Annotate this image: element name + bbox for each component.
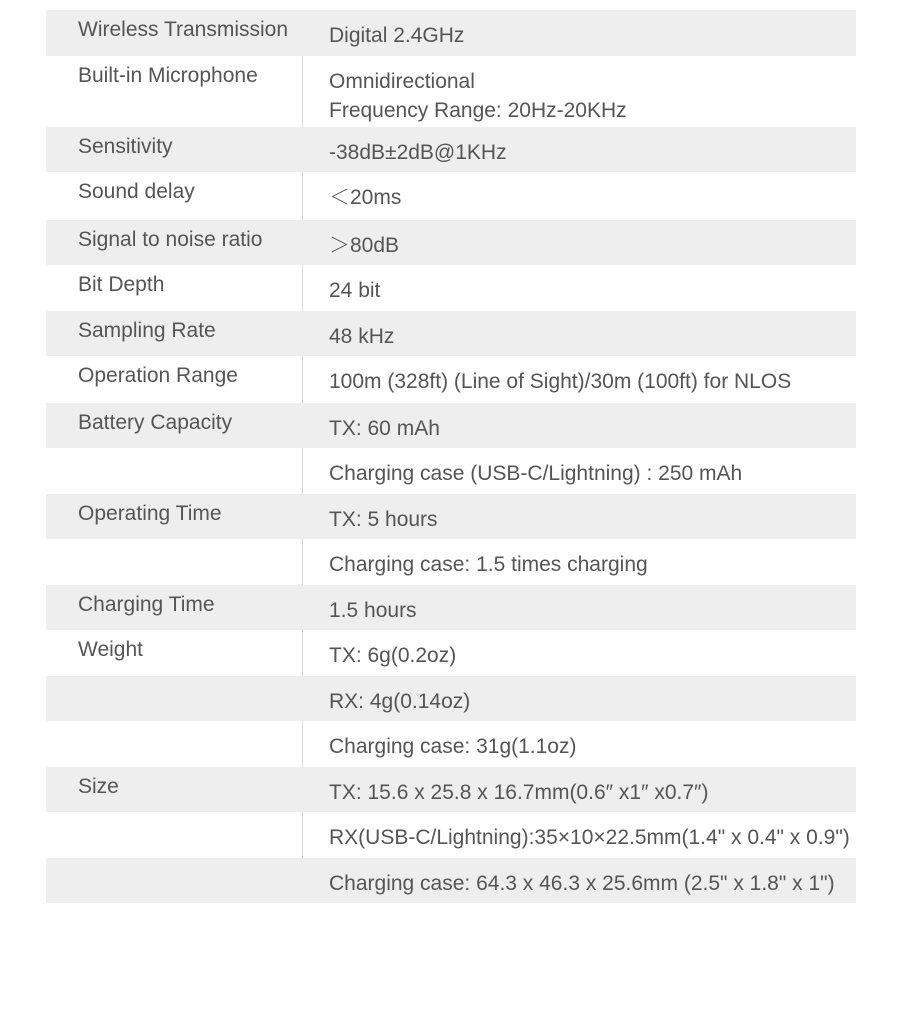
spec-value xyxy=(302,403,856,448)
spec-value-line: Digital 2.4GHz xyxy=(329,24,465,47)
spec-value xyxy=(302,585,856,630)
spec-row-weight-rx xyxy=(46,676,856,721)
spec-value xyxy=(302,494,856,539)
spec-label: Sensitivity xyxy=(78,135,173,158)
spec-row-battery-capacity xyxy=(46,403,856,448)
spec-value-line: Omnidirectional xyxy=(329,70,475,93)
spec-value-line: TX: 5 hours xyxy=(329,508,438,531)
spec-row-bit-depth xyxy=(46,265,856,311)
spec-value xyxy=(302,676,856,721)
spec-label: Charging Time xyxy=(78,593,215,616)
spec-label: Sound delay xyxy=(78,180,195,203)
spec-value-line: -38dB±2dB@1KHz xyxy=(329,141,507,164)
spec-label xyxy=(46,539,302,585)
spec-row-built-in-microphone xyxy=(46,56,856,127)
spec-value-line: Charging case: 1.5 times charging xyxy=(329,553,648,576)
spec-label: Wireless Transmission xyxy=(78,18,289,41)
spec-table xyxy=(46,10,856,903)
spec-value-line: TX: 15.6 x 25.8 x 16.7mm(0.6″ x1″ x0.7″) xyxy=(329,781,709,804)
spec-value xyxy=(302,127,856,172)
spec-label: Operation Range xyxy=(78,364,238,387)
spec-value-line: TX: 60 mAh xyxy=(329,417,440,440)
spec-label xyxy=(46,676,302,721)
spec-value-line: 48 kHz xyxy=(329,325,395,348)
spec-label xyxy=(46,721,302,767)
spec-label: Operating Time xyxy=(78,502,222,525)
spec-value xyxy=(302,56,856,127)
spec-label: Size xyxy=(78,775,119,798)
spec-row-size-rx xyxy=(46,812,856,858)
spec-label xyxy=(46,448,302,494)
spec-value xyxy=(302,220,856,265)
spec-value-line: Charging case (USB-C/Lightning) : 250 mAh xyxy=(329,462,743,485)
spec-label xyxy=(46,812,302,858)
spec-row-charging-time xyxy=(46,585,856,630)
spec-value xyxy=(302,311,856,356)
spec-value xyxy=(302,630,856,676)
spec-row-weight xyxy=(46,630,856,676)
spec-row-size xyxy=(46,767,856,812)
spec-value xyxy=(302,767,856,812)
spec-label xyxy=(46,858,302,903)
spec-row-sampling-rate xyxy=(46,311,856,356)
spec-label: Weight xyxy=(78,638,143,661)
spec-value-line: RX(USB-C/Lightning):35×10×22.5mm(1.4" x 0.4" x 0.9") xyxy=(329,826,850,849)
spec-row-sensitivity xyxy=(46,127,856,172)
spec-value xyxy=(302,448,856,494)
spec-row-operation-range xyxy=(46,356,856,403)
spec-value xyxy=(302,356,856,403)
spec-row-sound-delay xyxy=(46,172,856,220)
spec-label: Bit Depth xyxy=(78,273,165,296)
spec-value xyxy=(302,721,856,767)
spec-value-line: 1.5 hours xyxy=(329,599,417,622)
spec-row-size-case xyxy=(46,858,856,903)
spec-value-line: ＞80dB xyxy=(329,234,400,257)
spec-value xyxy=(302,10,856,56)
spec-value xyxy=(302,858,856,903)
spec-label: Built-in Microphone xyxy=(78,64,258,87)
spec-value xyxy=(302,812,856,858)
spec-value-line: ＜20ms xyxy=(329,186,402,209)
spec-value-line: RX: 4g(0.14oz) xyxy=(329,690,471,713)
spec-row-weight-case xyxy=(46,721,856,767)
spec-value xyxy=(302,172,856,220)
spec-row-operating-time-case xyxy=(46,539,856,585)
spec-label: Sampling Rate xyxy=(78,319,216,342)
spec-label: Battery Capacity xyxy=(78,411,233,434)
spec-value-line: 100m (328ft) (Line of Sight)/30m (100ft) for NLOS xyxy=(329,370,792,393)
spec-row-signal-to-noise xyxy=(46,220,856,265)
spec-value xyxy=(302,539,856,585)
spec-value-line: TX: 6g(0.2oz) xyxy=(329,644,457,667)
spec-row-wireless-transmission xyxy=(46,10,856,56)
spec-label: Signal to noise ratio xyxy=(78,228,263,251)
spec-row-operating-time xyxy=(46,494,856,539)
spec-value xyxy=(302,265,856,311)
spec-value-line: Charging case: 64.3 x 46.3 x 25.6mm (2.5" x 1.8" x 1") xyxy=(329,872,835,895)
spec-value-line: Charging case: 31g(1.1oz) xyxy=(329,735,577,758)
spec-value-line: 24 bit xyxy=(329,279,381,302)
spec-value-line: Frequency Range: 20Hz-20KHz xyxy=(329,99,627,122)
spec-row-battery-capacity-case xyxy=(46,448,856,494)
